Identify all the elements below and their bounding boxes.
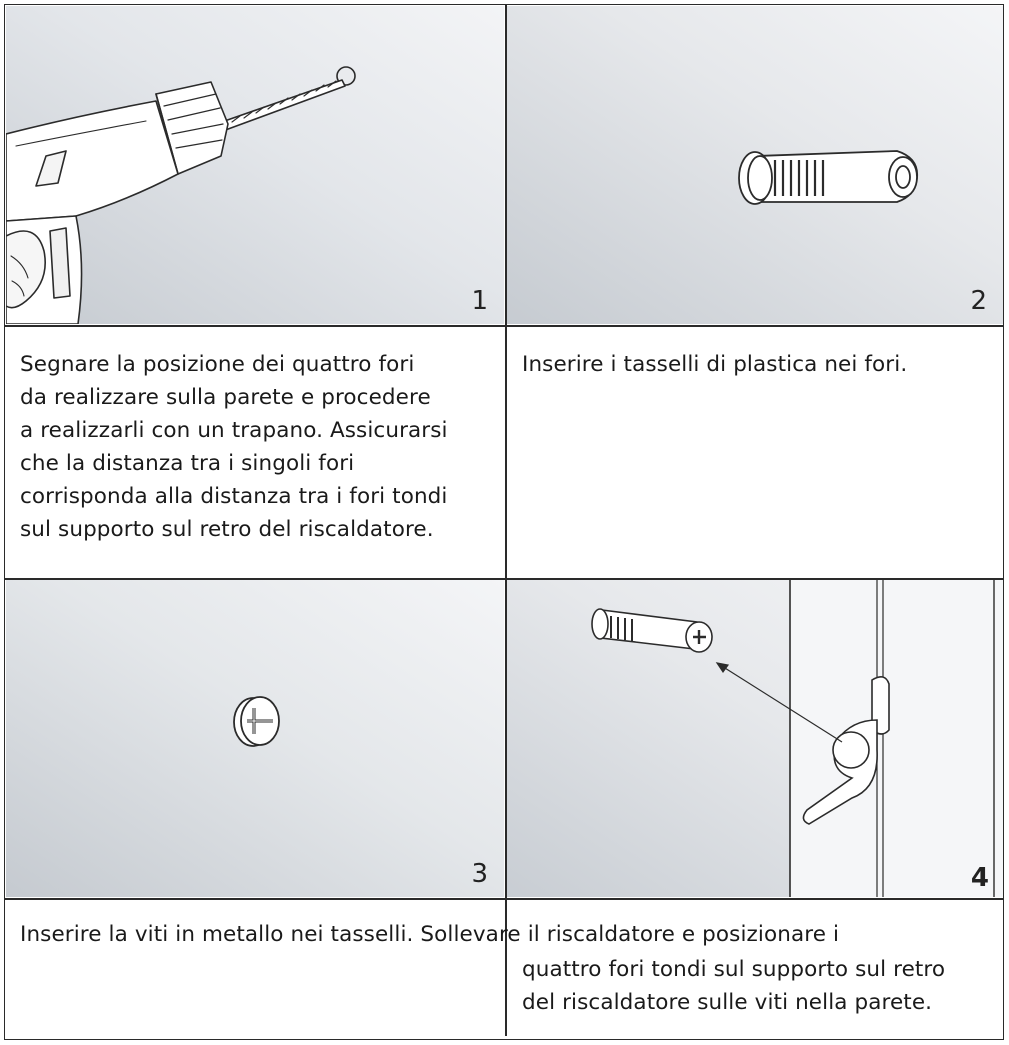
- divider-row-3: [5, 898, 1003, 900]
- step-2-number: 2: [970, 286, 987, 316]
- step-2-text-line: Inserire i tasselli di plastica nei fori.: [522, 352, 908, 377]
- step-1-text-line: da realizzare sulla parete e procedere: [20, 385, 431, 410]
- step-1-text-line: a realizzarli con un trapano. Assicurarsi: [20, 418, 448, 443]
- step-2-image: [507, 6, 1003, 324]
- step-4-number: 4: [970, 863, 989, 893]
- step-2-text: [522, 348, 907, 381]
- step-1-image: [6, 6, 504, 324]
- step-1-text: [20, 348, 448, 546]
- drill-illustration: [6, 6, 504, 324]
- steps-3-4-text: [20, 918, 839, 951]
- bottom-text-line-1: Inserire la viti in metallo nei tasselli. Sollevare il riscaldatore e posizionare i: [20, 922, 840, 947]
- steps-3-4-text-continued: [522, 953, 945, 1019]
- step-3-number: 3: [471, 859, 488, 889]
- divider-row-1: [5, 325, 1003, 327]
- wall-plug-illustration: [507, 6, 1003, 324]
- screw-in-wall-illustration: [6, 580, 504, 897]
- step-4-image: [507, 580, 1003, 897]
- step-1-text-line: che la distanza tra i singoli fori: [20, 451, 355, 476]
- step-1-text-line: sul supporto sul retro del riscaldatore.: [20, 517, 434, 542]
- step-1-text-line: Segnare la posizione dei quattro fori: [20, 352, 415, 377]
- bracket-on-screw-illustration: [507, 580, 1003, 897]
- step-1-text-line: corrisponda alla distanza tra i fori tondi: [20, 484, 448, 509]
- bottom-text-line-3: del riscaldatore sulle viti nella parete.: [522, 990, 933, 1015]
- bottom-text-line-2: quattro fori tondi sul supporto sul retro: [522, 957, 946, 982]
- step-1-number: 1: [471, 286, 488, 316]
- step-3-image: [6, 580, 504, 897]
